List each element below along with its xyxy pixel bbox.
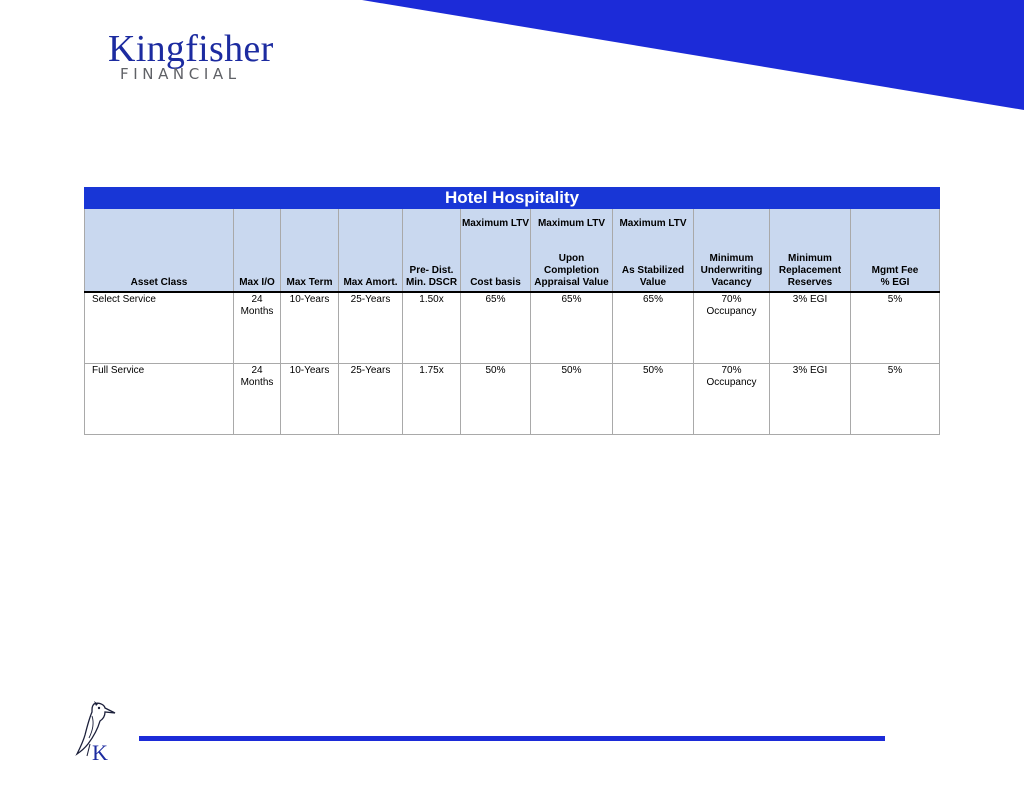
table-cell: 24 Months (234, 292, 281, 364)
column-header (694, 209, 770, 293)
column-header-label: Minimum Replacement Reserves (778, 253, 842, 288)
column-header (851, 209, 940, 293)
table-cell: 65% (531, 292, 613, 364)
column-header (234, 209, 281, 293)
table-cell: 3% EGI (770, 364, 851, 435)
column-header (770, 209, 851, 293)
table-cell: 1.50x (403, 292, 461, 364)
column-header (339, 209, 403, 293)
table-cell: 1.75x (403, 364, 461, 435)
table-cell: 10-Years (281, 292, 339, 364)
table-cell: 10-Years (281, 364, 339, 435)
table-cell: 25-Years (339, 292, 403, 364)
asset-class-cell: Full Service (85, 364, 234, 435)
brand-logo-name: Kingfisher (108, 28, 274, 70)
table-cell: 65% (613, 292, 694, 364)
table-cell: 65% (461, 292, 531, 364)
asset-class-cell: Select Service (85, 292, 234, 364)
table-cell: 70% Occupancy (694, 364, 770, 435)
table-title: Hotel Hospitality (85, 188, 940, 209)
column-header-group-label: Maximum LTV (537, 218, 606, 229)
table-cell: 50% (461, 364, 531, 435)
column-header (403, 209, 461, 293)
table-cell: 25-Years (339, 364, 403, 435)
table-cell: 3% EGI (770, 292, 851, 364)
column-header (85, 209, 234, 293)
column-header-label: Max Amort. (343, 277, 398, 288)
column-header-label: Upon Completion Appraisal Value (534, 253, 609, 288)
table-cell: 24 Months (234, 364, 281, 435)
column-header-label: Asset Class (130, 277, 188, 288)
table-row (85, 364, 940, 435)
column-header (613, 209, 694, 293)
table-body (85, 292, 940, 435)
column-header-group-label: Maximum LTV (461, 218, 530, 229)
column-header (281, 209, 339, 293)
column-header (531, 209, 613, 293)
column-header-label: Cost basis (470, 277, 521, 288)
brand-logo-subtitle: FINANCIAL (120, 65, 241, 83)
column-header-label: Max I/O (239, 277, 275, 288)
column-header-label: Max Term (286, 277, 333, 288)
table-cell: 70% Occupancy (694, 292, 770, 364)
column-header-label: As Stabilized Value (621, 265, 685, 288)
column-header (461, 209, 531, 293)
hotel-hospitality-table (84, 187, 940, 435)
column-header-group-label: Maximum LTV (619, 218, 687, 229)
table-row (85, 292, 940, 364)
table-cell: 5% (851, 292, 940, 364)
table-header-row (85, 209, 940, 293)
table-cell: 5% (851, 364, 940, 435)
footer-logo-letter: K (92, 740, 108, 762)
column-header-label: Mgmt Fee % EGI (871, 265, 919, 288)
column-header-label: Minimum Underwriting Vacancy (700, 253, 763, 288)
footer-divider-line (139, 736, 885, 741)
table-cell: 50% (531, 364, 613, 435)
column-header-label: Pre- Dist. Min. DSCR (405, 265, 458, 288)
kingfisher-bird-icon (74, 700, 120, 762)
table-cell: 50% (613, 364, 694, 435)
